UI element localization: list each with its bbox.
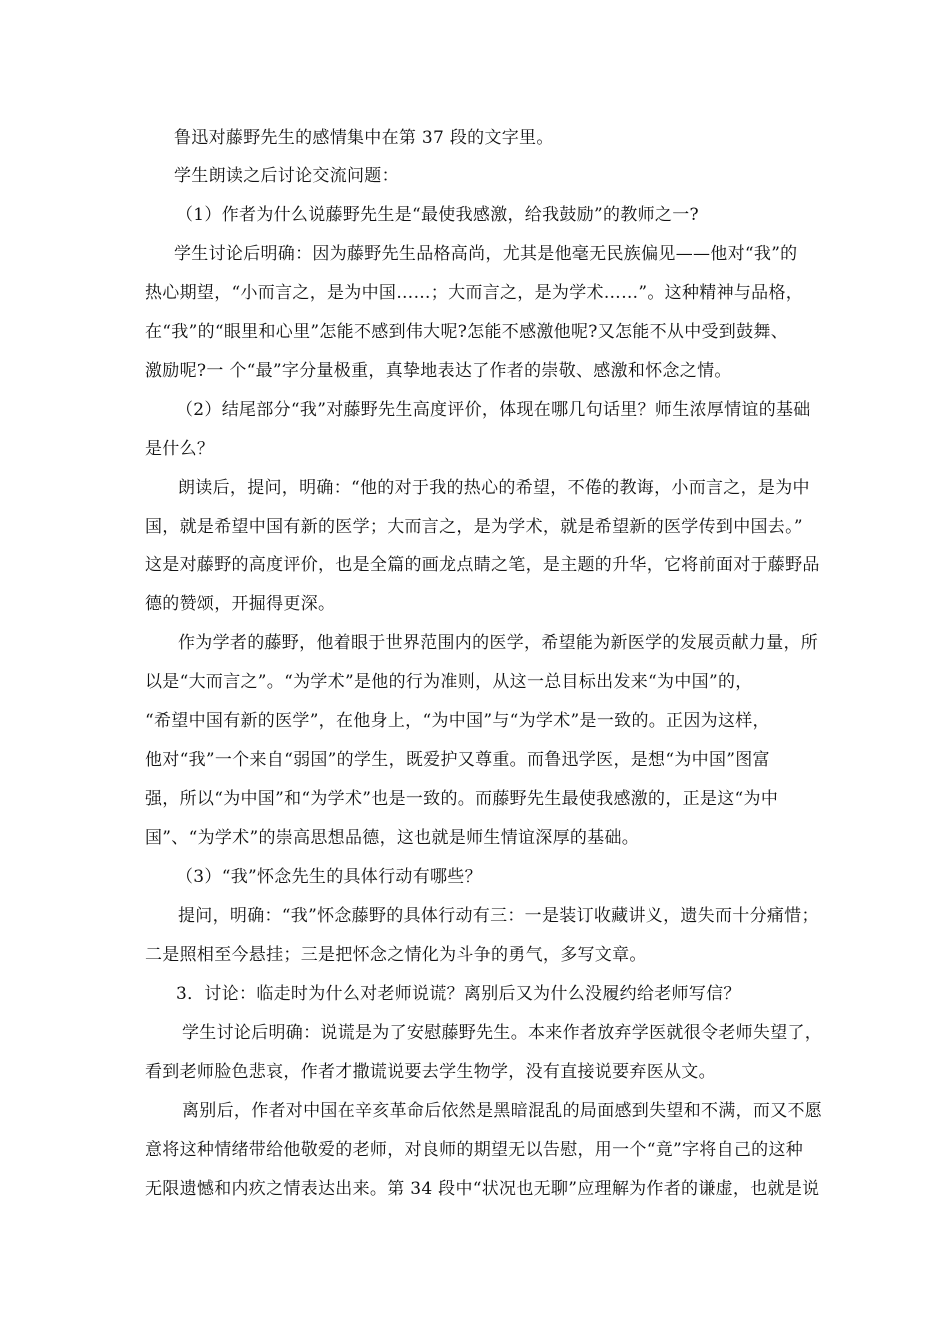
paragraph-line: 这是对藤野的高度评价，也是全篇的画龙点睛之笔，是主题的升华，它将前面对于藤野品 bbox=[145, 555, 820, 575]
question-line: （3）“我”怀念先生的具体行动有哪些？ bbox=[176, 867, 482, 887]
paragraph-line: 国，就是希望中国有新的医学；大而言之，是为学术，就是希望新的医学传到中国去。” bbox=[145, 517, 803, 537]
paragraph-line: 以是“大而言之”。“为学术”是他的行为准则，从这一总目标出发来“为中国”的， bbox=[145, 672, 753, 692]
paragraph-line: 离别后，作者对中国在辛亥革命后依然是黑暗混乱的局面感到失望和不满，而又不愿 bbox=[182, 1101, 823, 1121]
paragraph-line: 提问，明确：“我”怀念藤野的具体行动有三：一是装订收藏讲义，遗失而十分痛惜； bbox=[178, 906, 819, 926]
paragraph-line: 学生讨论后明确：说谎是为了安慰藤野先生。本来作者放弃学医就很令老师失望了， bbox=[182, 1023, 823, 1043]
question-line: （1）作者为什么说藤野先生是“最使我感激，给我鼓励”的教师之一? bbox=[176, 205, 699, 225]
paragraph-line: 是什么？ bbox=[145, 439, 215, 459]
paragraph-line: 看到老师脸色悲哀，作者才撒谎说要去学生物学，没有直接说要弃医从文。 bbox=[145, 1062, 716, 1082]
section-heading: 3．讨论：临走时为什么对老师说谎？离别后又为什么没履约给老师写信？ bbox=[176, 984, 741, 1004]
paragraph-line: 他对“我”一个来自“弱国”的学生，既爱护又尊重。而鲁迅学医，是想“为中国”图富 bbox=[145, 750, 770, 770]
paragraph-line: 无限遗憾和内疚之情表达出来。第 34 段中“状况也无聊”应理解为作者的谦虚，也就是说 bbox=[145, 1179, 820, 1199]
paragraph-line: 二是照相至今悬挂；三是把怀念之情化为斗争的勇气，多写文章。 bbox=[145, 945, 647, 965]
paragraph-line: 在“我”的“眼里和心里”怎能不感到伟大呢?怎能不感激他呢?又怎能不从中受到鼓舞、 bbox=[145, 322, 788, 342]
paragraph-line: 国”、“为学术”的崇高思想品德，这也就是师生情谊深厚的基础。 bbox=[145, 828, 640, 848]
paragraph-line: 热心期望，“小而言之，是为中国……；大而言之，是为学术……”。这种精神与品格， bbox=[145, 283, 804, 303]
paragraph-line: 学生朗读之后讨论交流问题： bbox=[174, 166, 399, 186]
paragraph-line: “希望中国有新的医学”，在他身上，“为中国”与“为学术”是一致的。正因为这样， bbox=[145, 711, 770, 731]
paragraph-line: 意将这种情绪带给他敬爱的老师，对良师的期望无以告慰，用一个“竟”字将自己的这种 bbox=[145, 1140, 804, 1160]
paragraph-line: 作为学者的藤野，他着眼于世界范围内的医学，希望能为新医学的发展贡献力量，所 bbox=[178, 633, 819, 653]
paragraph-line: 朗读后，提问，明确：“他的对于我的热心的希望，不倦的教诲，小而言之，是为中 bbox=[178, 478, 810, 498]
question-line: （2）结尾部分“我”对藤野先生高度评价，体现在哪几句话里？师生浓厚情谊的基础 bbox=[176, 400, 811, 420]
paragraph-line: 激励呢?一 个“最”字分量极重，真挚地表达了作者的崇敬、感激和怀念之情。 bbox=[145, 361, 732, 381]
paragraph-line: 强，所以“为中国”和“为学术”也是一致的。而藤野先生最使我感激的，正是这“为中 bbox=[145, 789, 779, 809]
paragraph-line: 德的赞颂，开掘得更深。 bbox=[145, 594, 336, 614]
paragraph-line: 鲁迅对藤野先生的感情集中在第 37 段的文字里。 bbox=[174, 128, 554, 148]
paragraph-line: 学生讨论后明确：因为藤野先生品格高尚，尤其是他毫无民族偏见——他对“我”的 bbox=[174, 244, 798, 264]
